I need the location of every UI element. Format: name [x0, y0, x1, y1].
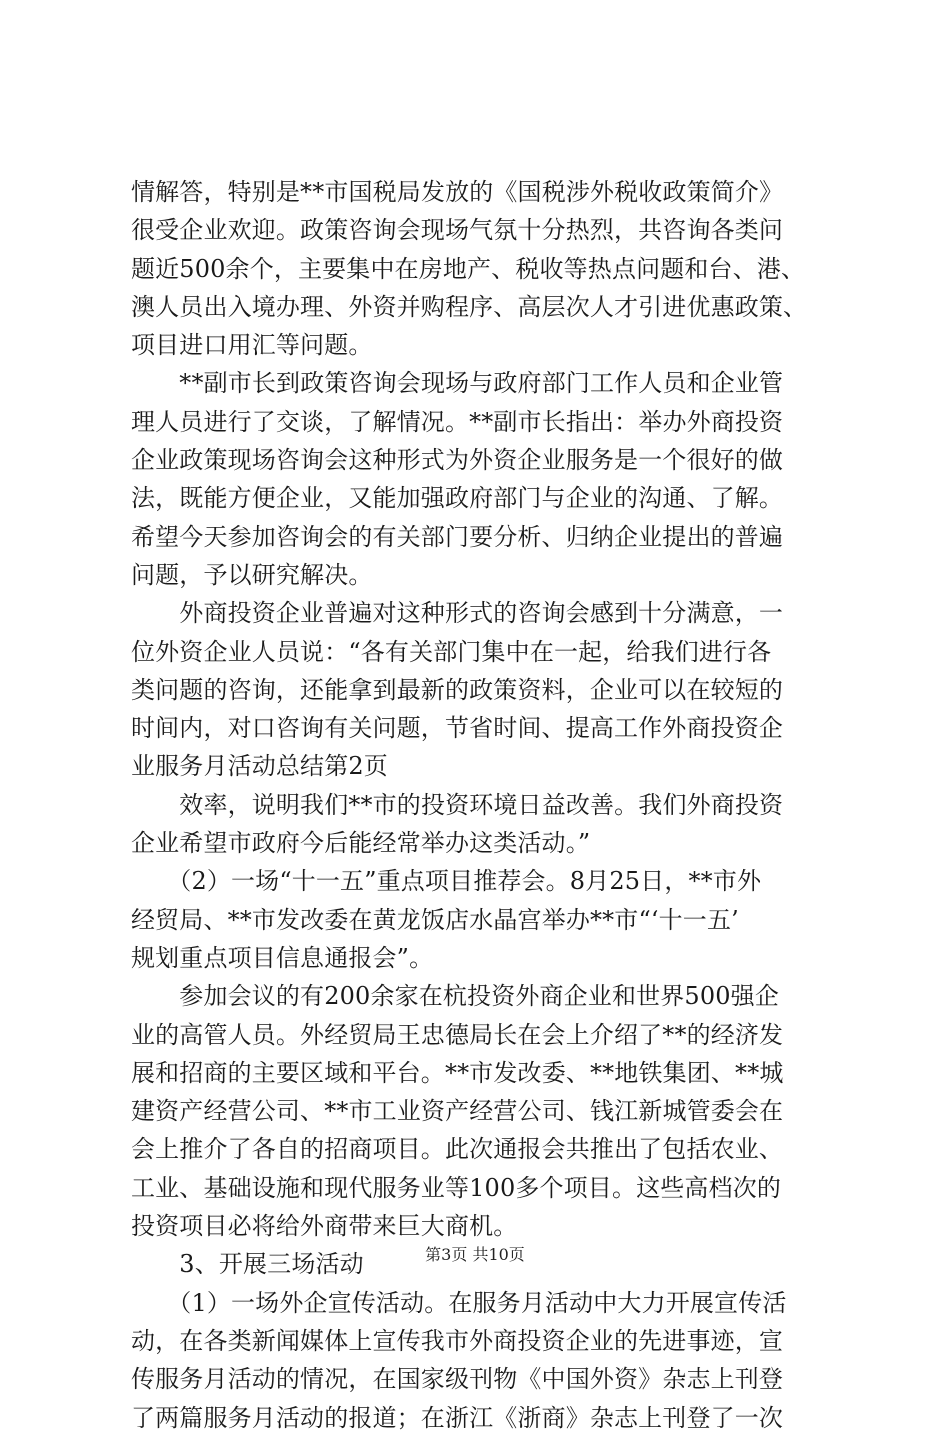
- text-line-10: 希望今天参加咨询会的有关部门要分析、归纳企业提出的普遍: [131, 522, 784, 551]
- text-line-24: 展和招商的主要区域和平台。**市发改委、**地铁集团、**城: [131, 1058, 784, 1087]
- text-line-22: 参加会议的有200余家在杭投资外商企业和世界500强企: [131, 982, 779, 1011]
- text-line-27: 工业、基础设施和现代服务业等100多个项目。这些高档次的: [131, 1173, 782, 1202]
- text-line-4: 澳人员出入境办理、外资并购程序、高层次人才引进优惠政策、: [131, 292, 808, 321]
- text-line-8: 企业政策现场咨询会这种形式为外资企业服务是一个很好的做: [131, 446, 784, 475]
- text-line-16: 业服务月活动总结第2页: [131, 752, 388, 781]
- text-line-32: 传服务月活动的情况，在国家级刊物《中国外资》杂志上刊登: [131, 1365, 784, 1394]
- text-line-5: 项目进口用汇等问题。: [131, 331, 373, 360]
- text-line-26: 会上推介了各自的招商项目。此次通报会共推出了包括农业、: [131, 1135, 784, 1164]
- text-line-19: （2）一场“十一五”重点项目推荐会。8月25日，**市外: [131, 867, 762, 896]
- text-line-12: 外商投资企业普遍对这种形式的咨询会感到十分满意，一: [131, 599, 784, 628]
- text-line-31: 动，在各类新闻媒体上宣传我市外商投资企业的先进事迹，宣: [131, 1326, 784, 1355]
- text-line-2: 很受企业欢迎。政策咨询会现场气氛十分热烈，共咨询各类问: [131, 216, 784, 245]
- text-line-30: （1）一场外企宣传活动。在服务月活动中大力开展宣传活: [131, 1288, 787, 1317]
- text-line-17: 效率，说明我们**市的投资环境日益改善。我们外商投资: [131, 790, 784, 819]
- text-line-13: 位外资企业人员说：“各有关部门集中在一起，给我们进行各: [131, 637, 772, 666]
- text-line-3: 题近500余个，主要集中在房地产、税收等热点问题和台、港、: [131, 254, 806, 283]
- text-line-25: 建资产经营公司、**市工业资产经营公司、钱江新城管委会在: [131, 1097, 784, 1126]
- page-footer: 第3页 共10页: [425, 1245, 525, 1264]
- text-line-1: 情解答，特别是**市国税局发放的《国税涉外税收政策简介》: [131, 178, 784, 206]
- text-line-14: 类问题的咨询，还能拿到最新的政策资料，企业可以在较短的: [131, 675, 784, 704]
- text-line-20: 经贸局、**市发改委在黄龙饭店水晶宫举办**市“‘十一五’: [131, 905, 739, 934]
- text-line-18: 企业希望市政府今后能经常举办这类活动。”: [131, 829, 591, 858]
- text-line-29: 3、开展三场活动: [131, 1250, 364, 1279]
- text-line-15: 时间内，对口咨询有关问题，节省时间、提高工作外商投资企: [131, 714, 784, 743]
- text-line-11: 问题，予以研究解决。: [131, 560, 373, 589]
- text-line-23: 业的高管人员。外经贸局王忠德局长在会上介绍了**的经济发: [131, 1020, 784, 1049]
- text-line-33: 了两篇服务月活动的报道；在浙江《浙商》杂志上刊登了一次: [131, 1403, 784, 1432]
- text-line-28: 投资项目必将给外商带来巨大商机。: [131, 1212, 518, 1241]
- text-line-9: 法，既能方便企业，又能加强政府部门与企业的沟通、了解。: [131, 484, 784, 513]
- text-line-21: 规划重点项目信息通报会”。: [131, 943, 434, 972]
- text-line-6: **副市长到政策咨询会现场与政府部门工作人员和企业管: [131, 369, 784, 398]
- text-line-7: 理人员进行了交谈，了解情况。**副市长指出：举办外商投资: [131, 407, 784, 436]
